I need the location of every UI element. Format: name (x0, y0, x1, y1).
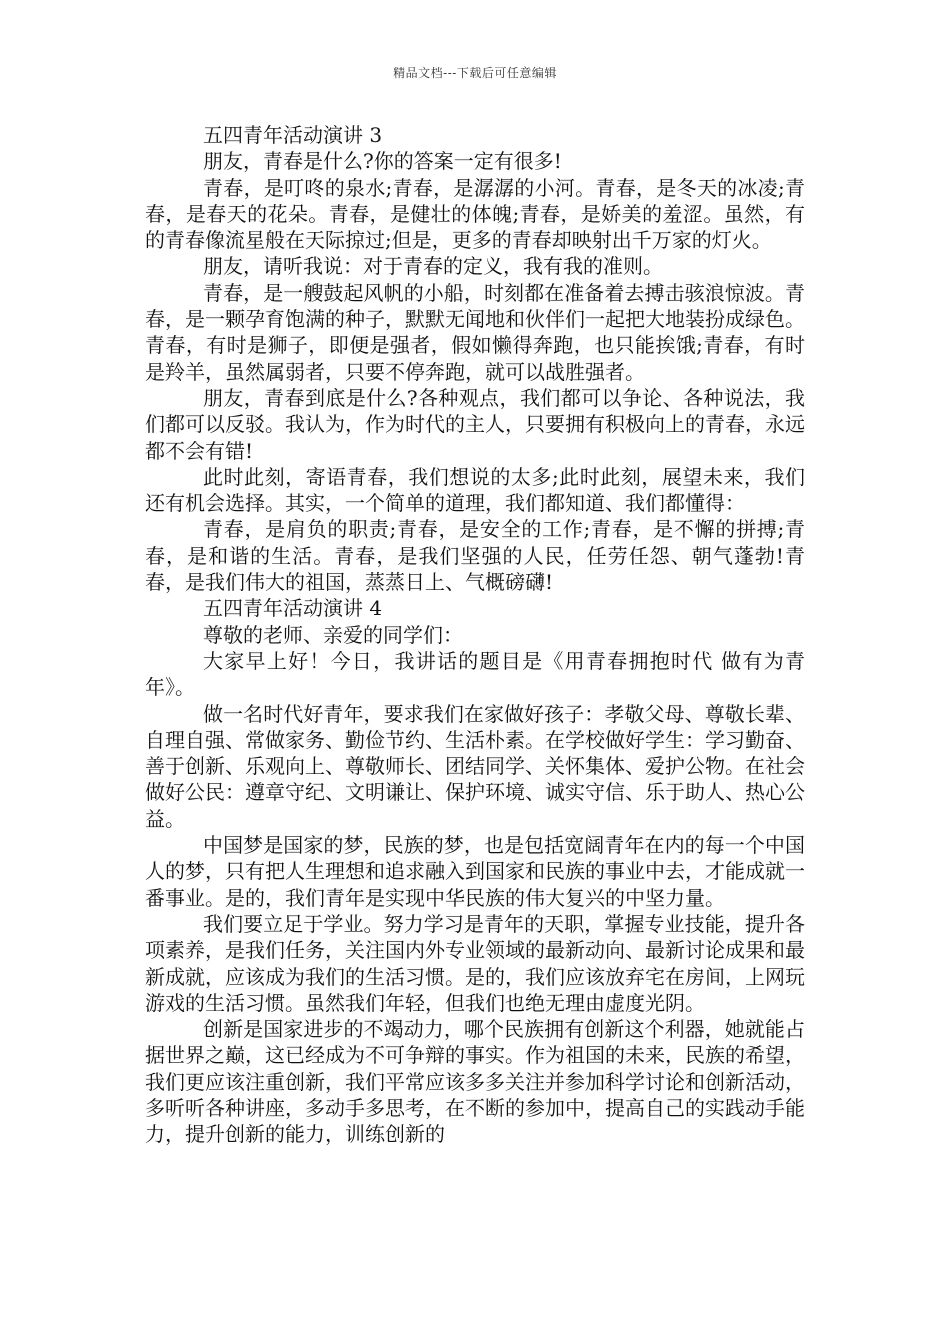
section-title: 五四青年活动演讲 3 (203, 123, 383, 147)
paragraph: 朋友，青春到底是什么?各种观点，我们都可以争论、各种说法，我们都可以反驳。我认为，作为时代的主人，只要拥有积极向上的青春，永远都不会有错! (145, 385, 805, 463)
page-header: 精品文档---下载后可任意编辑 (393, 66, 557, 80)
paragraph: 大家早上好！今日，我讲话的题目是《用青春拥抱时代 做有为青年》。 (145, 648, 805, 700)
paragraph: 青春，是叮咚的泉水;青春，是潺潺的小河。青春，是冬天的冰凌;青春，是春天的花朵。青春，是健壮的体魄;青春，是娇美的羞涩。虽然，有的青春像流星般在天际掠过;但是，更多的青春却映射出千万家的灯火。 (145, 175, 805, 253)
paragraph: 朋友，青春是什么?你的答案一定有很多! (203, 149, 562, 174)
section-title: 五四青年活动演讲 4 (203, 596, 383, 621)
salutation: 尊敬的老师、亲爱的同学们： (203, 622, 463, 647)
paragraph: 我们要立足于学业。努力学习是青年的天职，掌握专业技能，提升各项素养，是我们任务，关注国内外专业领域的最新动向、最新讨论成果和最新成就，应该成为我们的生活习惯。是的，我们应该放弃宅在房间，上网玩游戏的生活习惯。虽然我们年轻，但我们也绝无理由虚度光阴。 (145, 911, 805, 1015)
paragraph: 青春，是肩负的职责;青春，是安全的工作;青春，是不懈的拼搏;青春，是和谐的生活。青春，是我们坚强的人民，任劳任怨、朝气蓬勃!青春，是我们伟大的祖国，蒸蒸日上、气概磅礴! (145, 517, 805, 595)
paragraph: 朋友，请听我说：对于青春的定义，我有我的准则。 (203, 254, 663, 279)
paragraph: 此时此刻，寄语青春，我们想说的太多;此时此刻，展望未来，我们还有机会选择。其实，一个简单的道理，我们都知道、我们都懂得： (145, 464, 805, 516)
paragraph: 青春，是一艘鼓起风帆的小船，时刻都在准备着去搏击骇浪惊波。青春，是一颗孕育饱满的种子，默默无闻地和伙伴们一起把大地装扮成绿色。青春，有时是狮子，即便是强者，假如懒得奔跑，也只能挨饿;青春，有时是羚羊，虽然属弱者，只要不停奔跑，就可以战胜强者。 (145, 280, 805, 384)
paragraph: 中国梦是国家的梦，民族的梦，也是包括宽阔青年在内的每一个中国人的梦，只有把人生理想和追求融入到国家和民族的事业中去，才能成就一番事业。是的，我们青年是实现中华民族的伟大复兴的中坚力量。 (145, 833, 805, 910)
paragraph: 做一名时代好青年，要求我们在家做好孩子：孝敬父母、尊敬长辈、自理自强、常做家务、勤俭节约、生活朴素。在学校做好学生：学习勤奋、善于创新、乐观向上、尊敬师长、团结同学、关怀集体、爱护公物。在社会做好公民：遵章守纪、文明谦让、保护环境、诚实守信、乐于助人、热心公益。 (145, 701, 805, 831)
paragraph: 创新是国家进步的不竭动力，哪个民族拥有创新这个利器，她就能占据世界之巅，这已经成为不可争辩的事实。作为祖国的未来，民族的希望，我们更应该注重创新，我们平常应该多多关注并参加科学讨论和创新活动，多听听各种讲座，多动手多思考，在不断的参加中，提高自己的实践动手能力，提升创新的能力，训练创新的 (145, 1017, 805, 1147)
document-body (145, 122, 805, 1148)
